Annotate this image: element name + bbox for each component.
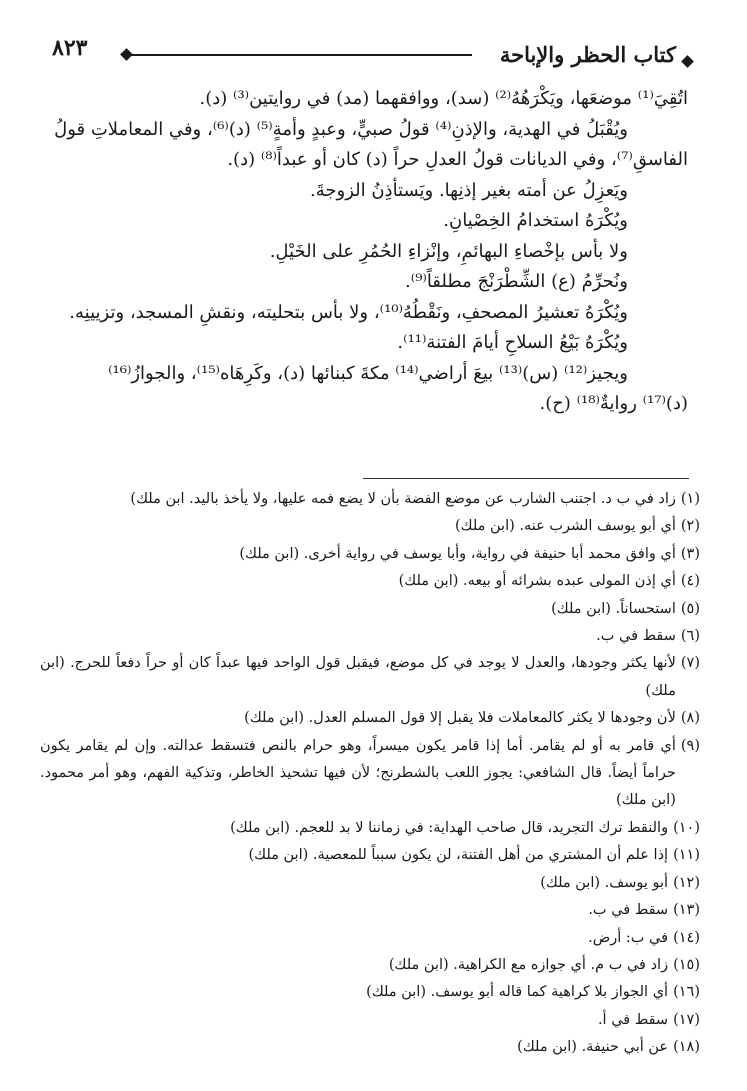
text-line: ونُحرِّمُ (ع) الشِّطْرَنْجَ مطلقاً⁽⁹⁾. [405, 271, 628, 292]
footnote-number: (١٥) [673, 956, 700, 973]
text-line: (د)⁽¹⁷⁾ روايةٌ⁽¹⁸⁾ (ح). [539, 393, 688, 414]
footnotes [40, 486, 700, 1062]
footnote [40, 1034, 700, 1061]
footnote-text: في ب: أرض. [588, 929, 669, 946]
footnote-text: عن أبي حنيفة. (ابن ملك) [517, 1039, 669, 1056]
footnote [40, 733, 700, 815]
footnote-number: (١٠) [673, 819, 700, 836]
footnote-text: لأن وجودها لا يكثر كالمعاملات فلا يقبل إلا قول المسلم العدل. (ابن ملك) [244, 710, 676, 727]
footnote-number: (١) [680, 491, 700, 507]
footnote-text: استحساناً. (ابن ملك) [551, 600, 676, 617]
text-line: ويُكْرَهُ تعشيرُ المصحفِ، ونَقْطُهُ⁽¹⁰⁾، ولا بأس بتحليته، ونقشِ المسجد، وتزيينِه. [69, 301, 628, 323]
footnote [40, 870, 700, 897]
footnote-text: والنقط ترك التجريد، قال صاحب الهداية: في زماننا لا بد للعجم. (ابن ملك) [230, 819, 669, 836]
footnote [40, 568, 700, 595]
footnote-text: سقط في ب. [596, 628, 676, 645]
text-line: الفاسقِ⁽⁷⁾، وفي الديانات قولُ العدلِ حراً (د) كان أو عبداً⁽⁸⁾ (د). [227, 149, 688, 170]
footnote [40, 486, 700, 513]
text-line: ويَعزِلُ عن أمته بغير إذنِها. ويَستأذِنُ الزوجةَ. [310, 179, 628, 201]
footnote [40, 705, 700, 732]
footnote-text: سقط في ب. [588, 902, 669, 919]
footnote-number: (٦) [680, 628, 700, 645]
footnote [40, 897, 700, 924]
footnote-text: إذا علم أن المشتري من أهل الفتنة، لن يكون سبباً للمعصية. (ابن ملك) [248, 847, 669, 864]
footnote-number: (١٦) [673, 984, 700, 1001]
footnote-number: (٥) [680, 600, 700, 617]
footnote [40, 596, 700, 623]
text-line: اتُقِيَ⁽¹⁾ موضعَها، ويَكْرَهُهُ⁽²⁾ (سد)، ووافقهما (مد) في روايتين⁽³⁾ (د). [199, 88, 688, 109]
footnote-number: (٩) [680, 737, 700, 754]
header-diamond-ornament [120, 48, 133, 61]
footnote-text: زاد في ب م. أي جوازه مع الكراهية. (ابن ملك) [388, 956, 669, 973]
footnote-text: زاد في ب د. اجتنب الشارب عن موضع الفضة بأن لا يضع فمه عليها، ولا يأخذ باليد. ابن ملك) [130, 491, 676, 507]
footnote-text: أي إذن المولى عبده بشرائه أو بيعه. (ابن ملك) [398, 573, 676, 590]
chapter-title: كتاب الحظر والإباحة [499, 42, 676, 67]
text-line: ويجيز⁽¹²⁾ (س)⁽¹³⁾ بيعَ أراضي⁽¹⁴⁾ مكةَ كبنائها (د)، وكَرِهَاه⁽¹⁵⁾، والجوازُ⁽¹⁶⁾ [108, 362, 628, 384]
footnote [40, 815, 700, 842]
text-line: ولا بأس بإخْصاءِ البهائمِ، وإنْزاءِ الحُمُرِ على الخَيْلِ. [269, 240, 628, 262]
footnote-number: (١٤) [673, 929, 700, 946]
footnote [40, 979, 700, 1006]
text-line: ويُكْرَهُ بَيْعُ السلاحِ أيامَ الفتنة⁽¹¹⁾. [397, 332, 628, 353]
footnote [40, 842, 700, 869]
footnote-number: (٣) [680, 545, 700, 562]
footnote [40, 541, 700, 568]
footnote-number: (٢) [680, 518, 700, 535]
footnote-text: أي الجواز بلا كراهية كما قاله أبو يوسف. (ابن ملك) [366, 984, 669, 1001]
footnote [40, 623, 700, 650]
footnote-text: أي أبو يوسف الشرب عنه. (ابن ملك) [454, 518, 676, 535]
main-text [40, 84, 688, 420]
footnote-text: لأنها يكثر وجودها، والعدل لا يوجد في كل موضع، فيقبل قول الواحد فيها عبداً كان أو حراً دفعاً للحرج. (ابن ملك) [40, 655, 676, 699]
footnote [40, 513, 700, 540]
footnote-number: (١٣) [673, 902, 700, 919]
footnote-number: (٨) [680, 710, 700, 727]
footnote-number: (١٨) [673, 1039, 700, 1056]
footnote [40, 952, 700, 979]
footnote-text: سقط في أ. [597, 1011, 669, 1028]
header-diamond-ornament [681, 55, 694, 68]
footnote-number: (١٢) [673, 874, 700, 891]
footnote [40, 650, 700, 705]
footnote [40, 925, 700, 952]
footnote [40, 1007, 700, 1034]
footnote-text: أي وافق محمد أبا حنيفة في رواية، وأبا يوسف في رواية أخرى. (ابن ملك) [239, 545, 676, 562]
footnote-number: (١٧) [673, 1011, 700, 1028]
footnote-text: أبو يوسف. (ابن ملك) [540, 874, 669, 891]
footnote-separator [363, 478, 689, 479]
footnote-number: (٧) [680, 655, 700, 672]
footnote-number: (١١) [673, 847, 700, 864]
footnote-text: أي قامر به أو لم يقامر. أما إذا قامر يكون ميسراً، وهو حرام بالنص فتسقط عدالته. وإن لم يقامر يكون حراماً أيضاً. قال الشافعي: يجوز اللعب بالشطرنج؛ لأن فيها تشحيذ الخاطر، وتذكية الفهم، وهو أمر محمود. (ابن ملك) [40, 737, 676, 809]
text-line: ويُقْبَلُ في الهدية، والإذنِ⁽⁴⁾ قولُ صبيٍّ، وعبدٍ وأمةٍ⁽⁵⁾ (د)⁽⁶⁾، وفي المعاملاتِ قولُ [54, 118, 628, 140]
header-rule [130, 54, 472, 56]
text-line: ويُكْرَهُ استخدامُ الخِصْيانِ. [443, 210, 628, 231]
footnote-number: (٤) [680, 573, 700, 590]
page-number: ٨٢٣ [52, 35, 88, 61]
page-header [52, 35, 692, 72]
